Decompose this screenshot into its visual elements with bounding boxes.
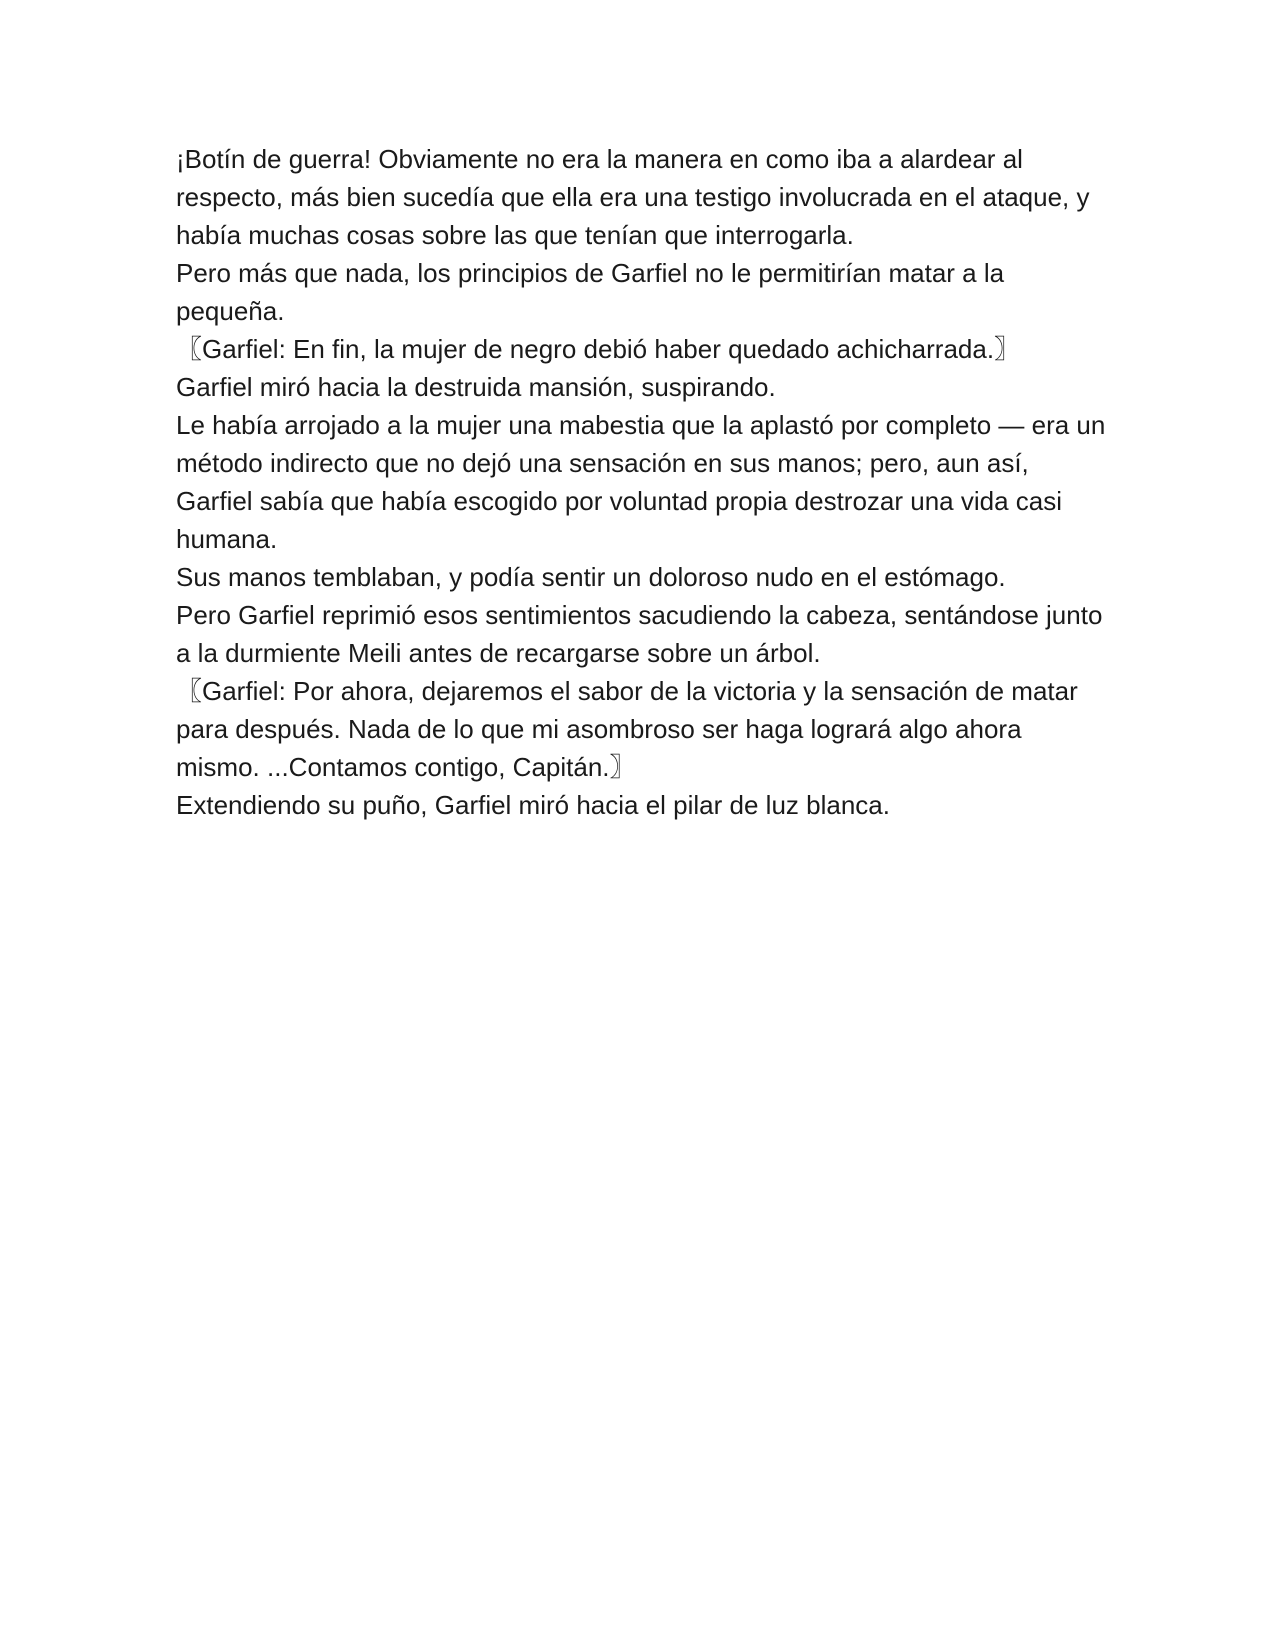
paragraph-1: ¡Botín de guerra! Obviamente no era la manera en como iba a alardear al respecto, más bien sucedía que ella era una testigo involucrada en el ataque, y había muchas cosas sobre las que tenían que interrogarla. [176,144,1090,250]
paragraph-9: Extendiendo su puño, Garfiel miró hacia el pilar de luz blanca. [176,790,890,820]
document-body [176,140,1106,824]
paragraph-7: Pero Garfiel reprimió esos sentimientos sacudiendo la cabeza, sentándose junto a la durmiente Meili antes de recargarse sobre un árbol. [176,600,1103,668]
dialogue-line-1: 〖Garfiel: En fin, la mujer de negro debió haber quedado achicharrada.〗 [176,334,1021,364]
paragraph-4: Garfiel miró hacia la destruida mansión, suspirando. [176,372,776,402]
dialogue-line-2: 〖Garfiel: Por ahora, dejaremos el sabor de la victoria y la sensación de matar para después. Nada de lo que mi asombroso ser haga logrará algo ahora mismo. ...Contamos contigo, Capitán.〗 [176,676,1078,782]
paragraph-5: Le había arrojado a la mujer una mabestia que la aplastó por completo — era un método indirecto que no dejó una sensación en sus manos; pero, aun así, Garfiel sabía que había escogido por voluntad propia destrozar una vida casi humana. [176,410,1106,554]
paragraph-6: Sus manos temblaban, y podía sentir un doloroso nudo en el estómago. [176,562,1006,592]
paragraph-2: Pero más que nada, los principios de Garfiel no le permitirían matar a la pequeña. [176,258,1005,326]
